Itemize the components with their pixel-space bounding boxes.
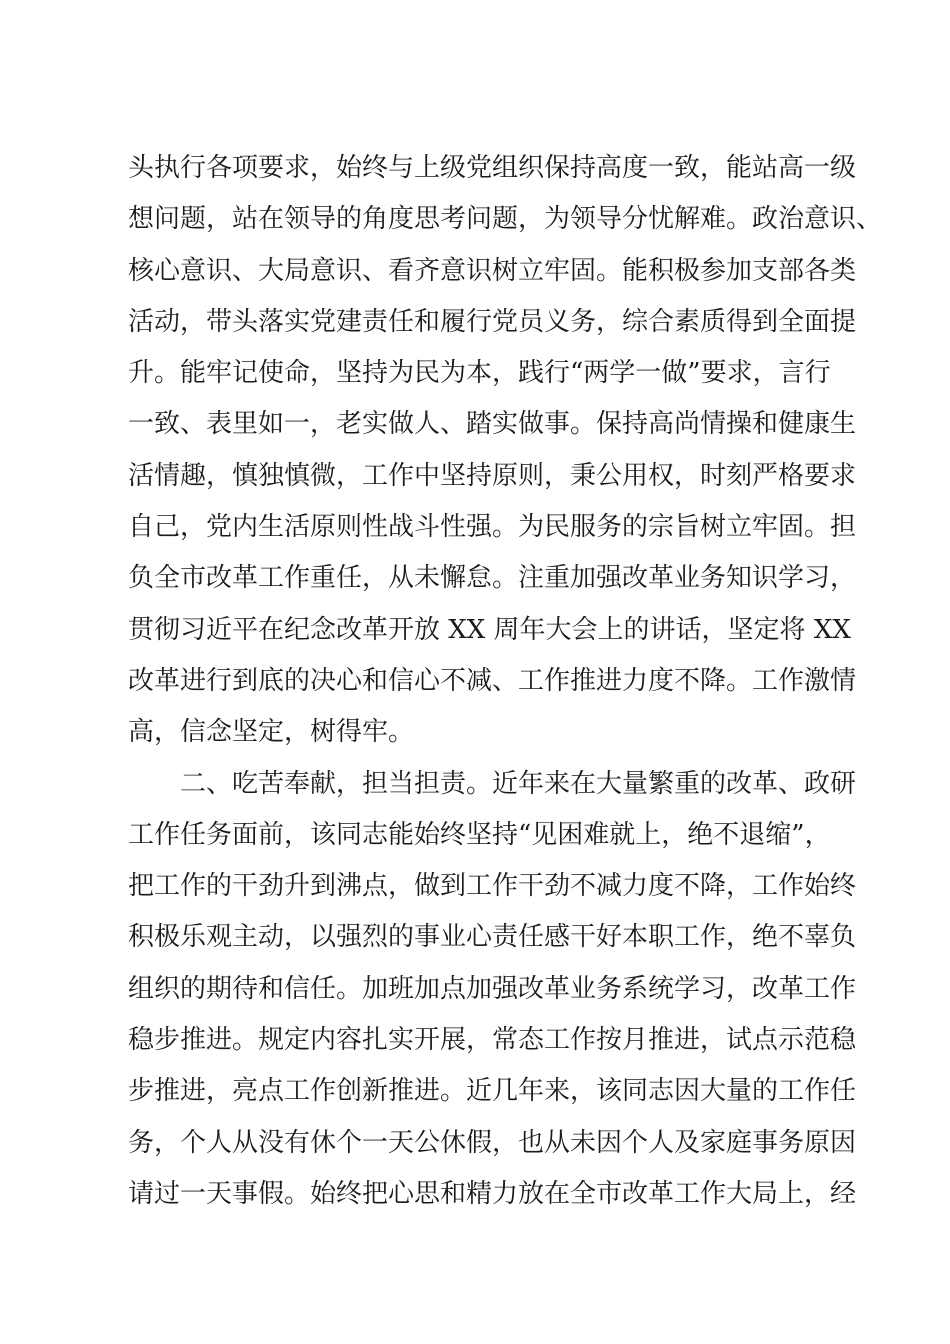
text-line: 自己，党内生活原则性战斗性强。为民服务的宗旨树立牢固。担 xyxy=(128,512,857,543)
text-line: 贯彻习近平在纪念改革开放 XX 周年大会上的讲话，坚定将 XX xyxy=(128,614,851,645)
text-line: 稳步推进。规定内容扎实开展，常态工作按月推进，试点示范稳 xyxy=(128,1025,857,1056)
section-heading-line: 二、吃苦奉献，担当担责。近年来在大量繁重的改革、政研 xyxy=(128,768,857,799)
text-line: 积极乐观主动，以强烈的事业心责任感干好本职工作，绝不辜负 xyxy=(128,922,857,953)
text-line: 把工作的干劲升到沸点，做到工作干劲不减力度不降，工作始终 xyxy=(128,871,857,902)
text-line: 组织的期待和信任。加班加点加强改革业务系统学习，改革工作 xyxy=(128,973,857,1004)
text-line: 务，个人从没有休个一天公休假，也从未因个人及家庭事务原因 xyxy=(128,1127,857,1158)
text-line: 头执行各项要求，始终与上级党组织保持高度一致，能站高一级 xyxy=(128,153,857,183)
text-line: 工作任务面前，该同志能始终坚持“见困难就上，绝不退缩”， xyxy=(128,819,831,850)
text-line: 负全市改革工作重任，从未懈怠。注重加强改革业务知识学习， xyxy=(128,563,857,594)
text-line: 升。能牢记使命，坚持为民为本，践行“两学一做”要求，言行 xyxy=(128,358,831,389)
text-line: 一致、表里如一，老实做人、踏实做事。保持高尚情操和健康生 xyxy=(128,409,857,440)
text-line: 活情趣，慎独慎微，工作中坚持原则，秉公用权，时刻严格要求 xyxy=(128,460,857,491)
text-line: 活动，带头落实党建责任和履行党员义务，综合素质得到全面提 xyxy=(128,306,857,337)
text-line: 想问题，站在领导的角度思考问题，为领导分忧解难。政治意识、 xyxy=(128,204,883,235)
text-line: 改革进行到底的决心和信心不减、工作推进力度不降。工作激情 xyxy=(128,665,857,696)
text-line: 请过一天事假。始终把心思和精力放在全市改革工作大局上，经 xyxy=(128,1178,857,1209)
text-line: 核心意识、大局意识、看齐意识树立牢固。能积极参加支部各类 xyxy=(128,255,857,286)
paragraph-end-line: 高，信念坚定，树得牢。 xyxy=(128,717,415,748)
document-body xyxy=(128,143,883,1220)
text-line: 步推进，亮点工作创新推进。近几年来，该同志因大量的工作任 xyxy=(128,1076,857,1107)
